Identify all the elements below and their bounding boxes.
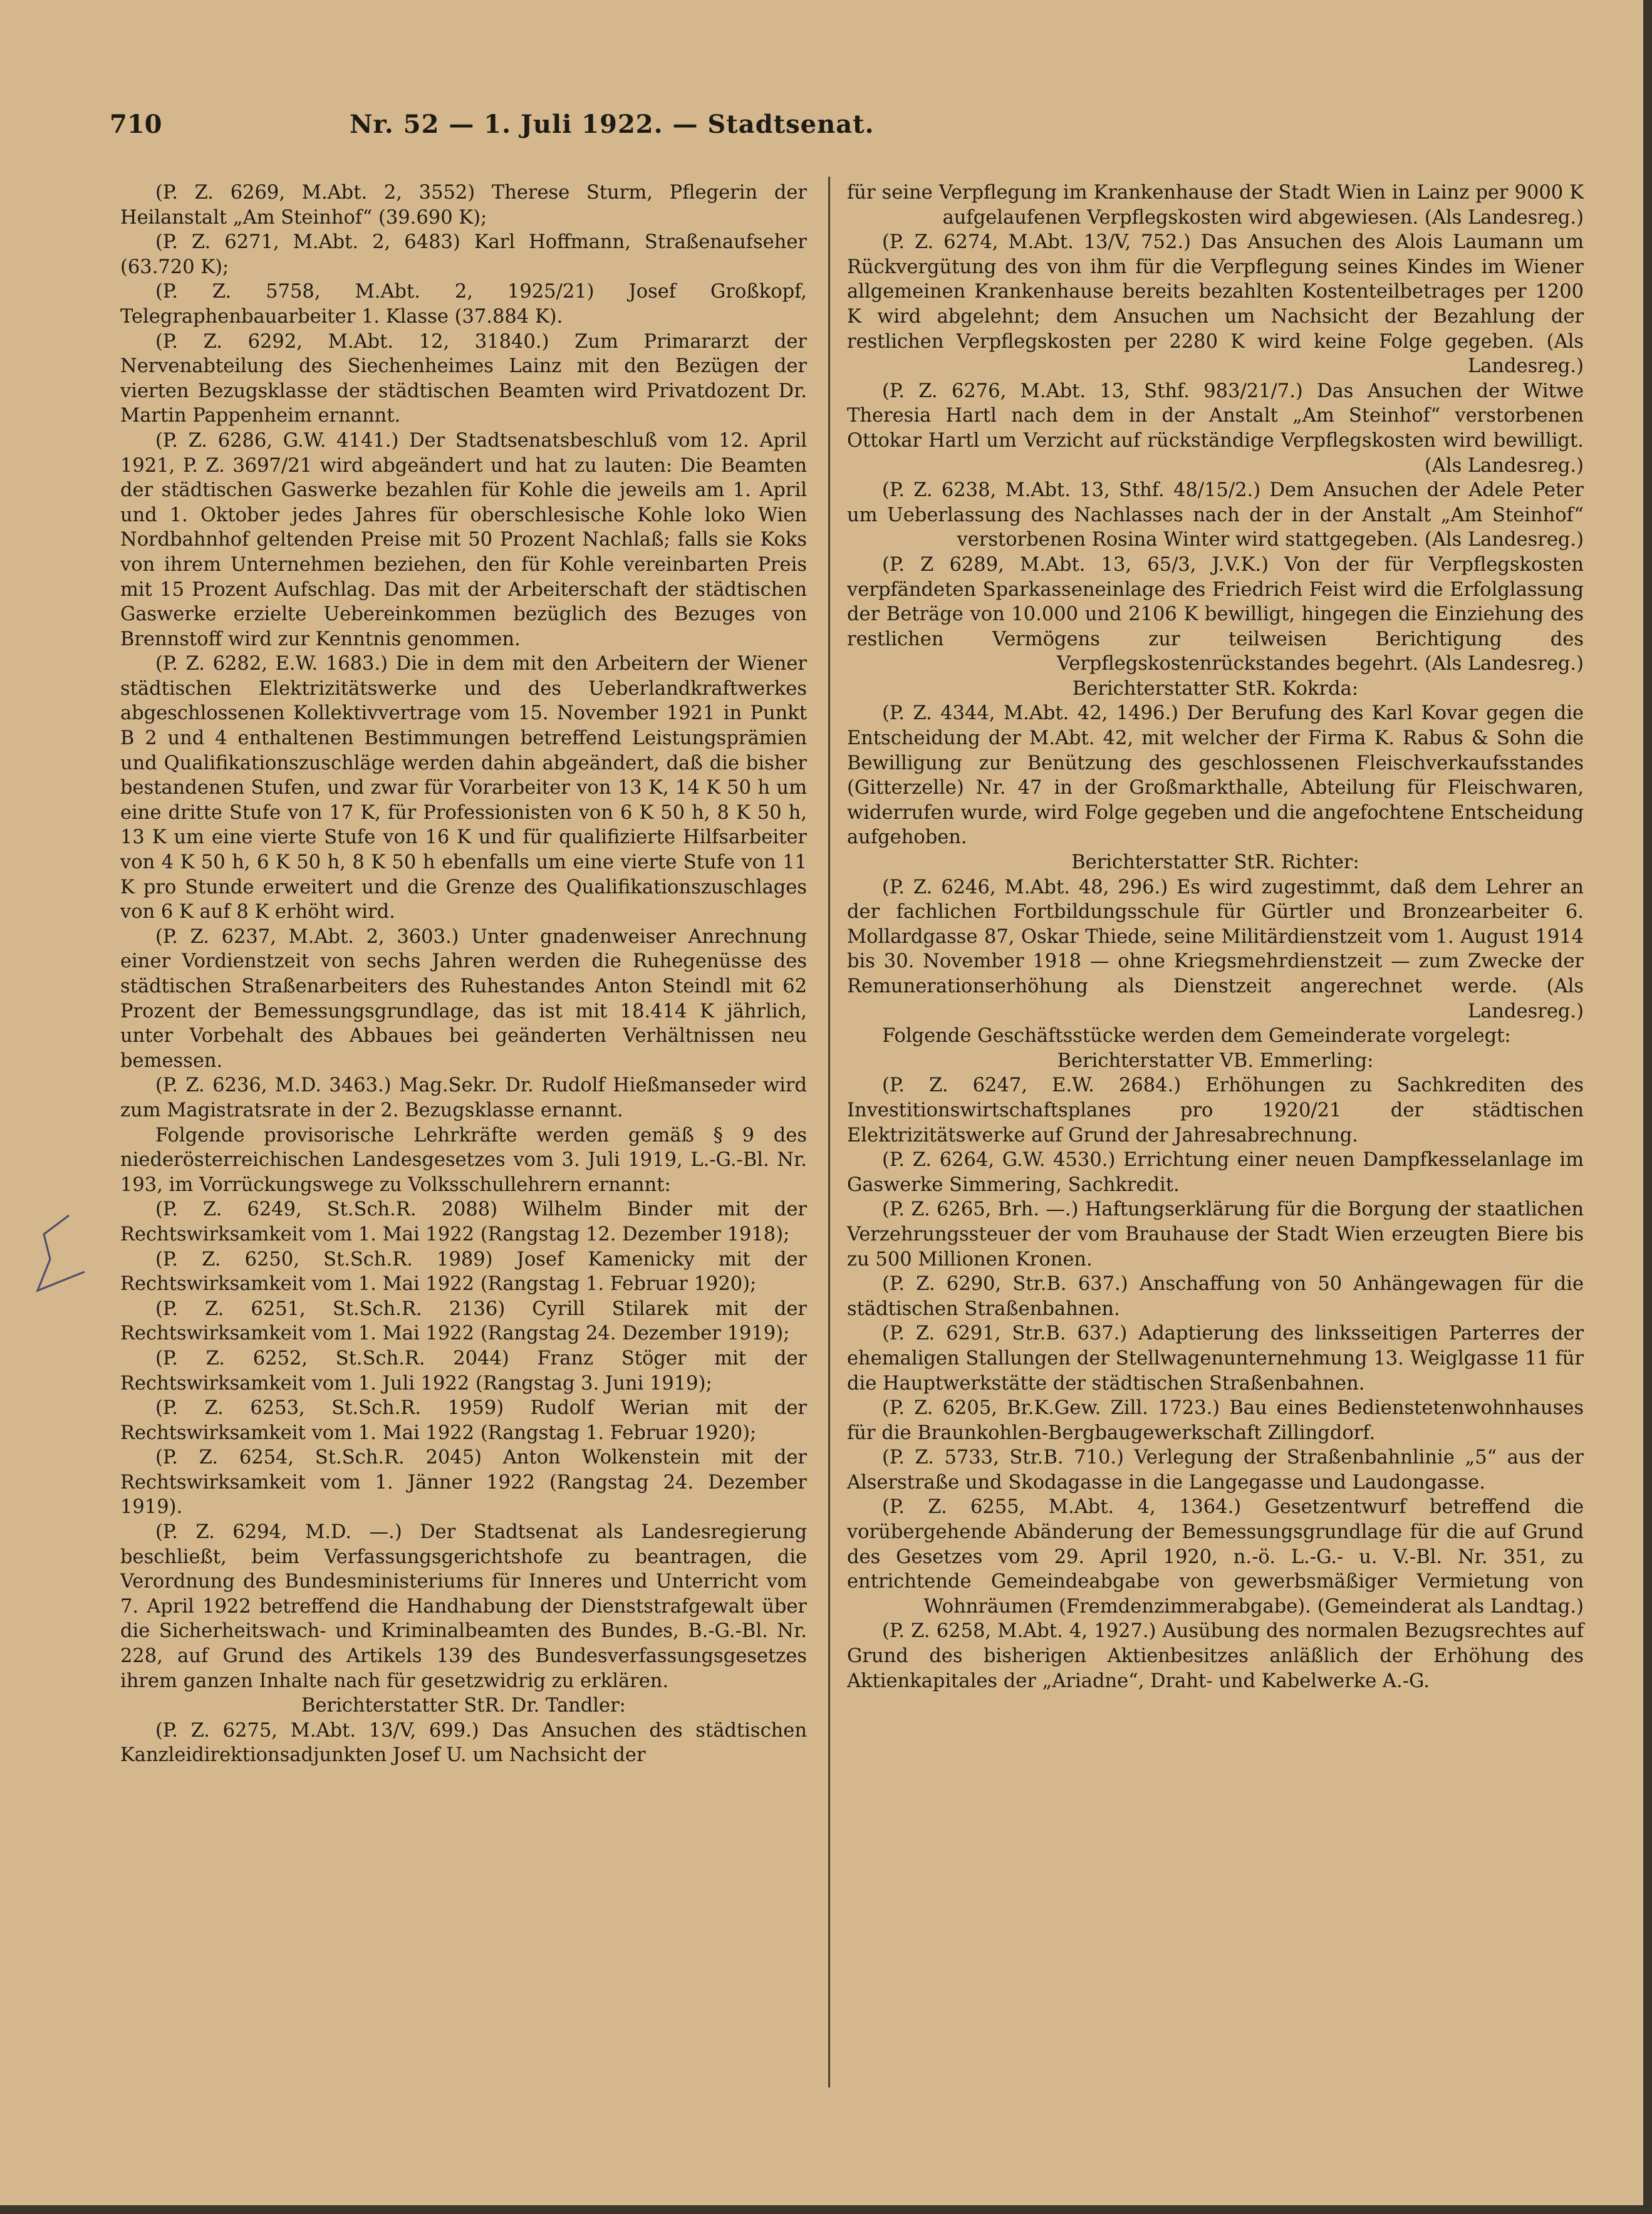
paragraph: (P. Z. 6253, St.Sch.R. 1959) Rudolf Werian mit der Rechtswirksamkeit vom 1. Mai 1922 (Rangstag 1. Februar 1920); [120,1397,807,1444]
paragraph: (P. Z. 6252, St.Sch.R. 2044) Franz Stöger mit der Rechtswirksamkeit vom 1. Juli 1922 (Rangstag 3. Juni 1919); [120,1347,807,1395]
paragraph: (P. Z. 6258, M.Abt. 4, 1927.) Ausübung des normalen Bezugsrechtes auf Grund des bisherigen Aktienbesitzes anläßlich der Erhöhung des Aktienkapitales der „Ariadne“, Draht- und Kabelwerke A.-G. [847,1620,1584,1692]
page-header [110,110,1099,147]
paragraph: (P. Z. 6236, M.D. 3463.) Mag.Sekr. Dr. Rudolf Hießmanseder wird zum Magistratsrate in der 2. Bezugsklasse ernannt. [120,1074,807,1121]
handwritten-pen-mark [31,1209,91,1303]
right-column [847,180,1584,1693]
paragraph: (P. Z. 6282, E.W. 1683.) Die in dem mit den Arbeitern der Wiener städtischen Elektrizitätswerke und des Ueberlandkraftwerkes abgeschlossenen Kollektivvertrage vom 15. November 1921 in Punkt B 2 und 4 enthaltenen Bestimmungen betreffend Leistungsprämien und Qualifikationszuschläge werden dahin abgeändert, daß die bisher bestandenen Stufen, und zwar für Vorarbeiter von 13 K, 14 K 50 h um eine dritte Stufe von 17 K, für Professionisten von 6 K 50 h, 8 K 50 h, 13 K um eine vierte Stufe von 16 K und für qualifizierte Hilfsarbeiter von 4 K 50 h, 6 K 50 h, 8 K 50 h ebenfalls um eine vierte Stufe von 11 K pro Stunde erweitert und die Grenze des Qualifikationszuschlages von 6 K auf 8 K erhöht wird. [120,653,807,923]
paragraph: (P. Z. 5758, M.Abt. 2, 1925/21) Josef Großkopf, Telegraphenbauarbeiter 1. Klasse (37.884 K). [120,281,807,328]
section-heading: Berichterstatter StR. Richter: [1071,851,1359,874]
paragraph: (P. Z. 6274, M.Abt. 13/V, 752.) Das Ansuchen des Alois Laumann um Rückvergütung des von ihm für die Verpflegung seines Kindes im Wiener allgemeinen Krankenhause bereits bezahlten Kostenteilbetrages per 1200 K wird abgelehnt; dem Ansuchen um Nachsicht der Bezahlung der restlichen Verpflegskosten per 2280 K wird keine Folge gegeben. (Als Landesreg.) [847,231,1584,378]
paragraph: (P. Z. 6247, E.W. 2684.) Erhöhungen zu Sachkrediten des Investitionswirtschaftsplanes pro 1920/21 der städtischen Elektrizitätswerke auf Grund der Jahresabrechnung. [847,1074,1584,1146]
paragraph: (P. Z. 6271, M.Abt. 2, 6483) Karl Hoffmann, Straßenaufseher (63.720 K); [120,231,807,278]
paragraph-continued: für seine Verpflegung im Krankenhause der Stadt Wien in Lainz per 9000 K aufgelaufenen Verpflegskosten wird abgewiesen. (Als Landesreg.) [847,182,1584,229]
paragraph: (P. Z. 6246, M.Abt. 48, 296.) Es wird zugestimmt, daß dem Lehrer an der fachlichen Fortbildungsschule für Gürtler und Bronzearbeiter 6. Mollardgasse 87, Oskar Thiede, seine Militärdienstzeit vom 1. August 1914 bis 30. November 1918 — ohne Kriegsmehrdienstzeit — zum Zwecke der Remunerationserhöhung als Dienstzeit angerechnet werde. (Als Landesreg.) [847,876,1584,1022]
paragraph: (P. Z. 6265, Brh. —.) Haftungserklärung für die Borgung der staatlichen Verzehrungssteuer der vom Brauhause der Stadt Wien erzeugten Biere bis zu 500 Millionen Kronen. [847,1198,1584,1271]
paragraph: (P. Z. 6269, M.Abt. 2, 3552) Therese Sturm, Pflegerin der Heilanstalt „Am Steinhof“ (39.690 K); [120,182,807,229]
section-heading: Berichterstatter VB. Emmerling: [1057,1049,1374,1072]
paragraph: (P. Z. 6264, G.W. 4530.) Errichtung einer neuen Dampfkesselanlage im Gaswerke Simmering, Sachkredit. [847,1149,1584,1196]
left-column [120,180,807,1768]
paragraph: Folgende provisorische Lehrkräfte werden gemäß § 9 des niederösterreichischen Landesgesetzes vom 3. Juli 1919, L.-G.-Bl. Nr. 193, im Vorrückungswege zu Volksschullehrern ernannt: [120,1124,807,1196]
issue-title: Nr. 52 — 1. Juli 1922. — Stadtsenat. [349,110,875,139]
section-heading: Berichterstatter StR. Dr. Tandler: [301,1695,626,1717]
paragraph: (P. Z. 4344, M.Abt. 42, 1496.) Der Berufung des Karl Kovar gegen die Entscheidung der M.Abt. 42, mit welcher der Firma K. Rabus & Sohn die Bewilligung zur Benützung des geschlossenen Fleischverkaufsstandes (Gitterzelle) Nr. 47 in der Großmarkthalle, Abteilung für Fleischwaren, widerrufen wurde, wird Folge gegeben und die angefochtene Entscheidung aufgehoben. [847,702,1584,849]
paragraph: (P. Z. 6291, Str.B. 637.) Adaptierung des linksseitigen Parterres der ehemaligen Stallungen der Stellwagenunternehmung 13. Weiglgasse 11 für die Hauptwerkstätte der städtischen Straßenbahnen. [847,1323,1584,1395]
paragraph: (P. Z. 6238, M.Abt. 13, Sthf. 48/15/2.) Dem Ansuchen der Adele Peter um Ueberlassung des Nachlasses nach der in der Anstalt „Am Steinhof“ verstorbenen Rosina Winter wird stattgegeben. (Als Landesreg.) [847,479,1584,551]
paragraph: (P. Z. 6255, M.Abt. 4, 1364.) Gesetzentwurf betreffend die vorübergehende Abänderung der Bemessungsgrundlage für die auf Grund des Gesetzes vom 29. April 1920, n.-ö. L.-G.- u. V.-Bl. Nr. 351, zu entrichtende Gemeindeabgabe von gewerbsmäßiger Vermietung von Wohnräumen (Fremdenzimmerabgabe). (Gemeinderat als Landtag.) [847,1496,1584,1618]
section-heading: Berichterstatter StR. Kokrda: [1072,677,1359,700]
paragraph: Folgende Geschäftsstücke werden dem Gemeinderate vorgelegt: [882,1025,1511,1047]
paragraph: (P. Z 6289, M.Abt. 13, 65/3, J.V.K.) Von der für Verpflegskosten verpfändeten Sparkasseneinlage des Friedrich Feist wird die Erfolglassung der Beträge von 10.000 und 2106 K bewilligt, hingegen die Einziehung des restlichen Vermögens zur teilweisen Berichtigung des Verpflegskostenrückstandes begehrt. (Als Landesreg.) [847,553,1584,675]
paragraph: (P. Z. 6294, M.D. —.) Der Stadtsenat als Landesregierung beschließt, beim Verfassungsgerichtshofe zu beantragen, die Verordnung des Bundesministeriums für Inneres und Unterricht vom 7. April 1922 betreffend die Handhabung der Dienststrafgewalt über die Sicherheitswach- und Kriminalbeamten des Bundes, B.-G.-Bl. Nr. 228, auf Grund des Artikels 139 des Bundesverfassungsgesetzes ihrem ganzen Inhalte nach für gesetzwidrig zu erklären. [120,1521,807,1692]
column-divider [828,177,830,2087]
paragraph: (P. Z. 5733, Str.B. 710.) Verlegung der Straßenbahnlinie „5“ aus der Alserstraße und Skodagasse in die Langegasse und Laudongasse. [847,1447,1584,1494]
paragraph: (P. Z. 6292, M.Abt. 12, 31840.) Zum Primararzt der Nervenabteilung des Siechenheimes Lainz mit den Bezügen der vierten Bezugsklasse der städtischen Beamten wird Privatdozent Dr. Martin Pappenheim ernannt. [120,330,807,427]
paragraph: (P. Z. 6254, St.Sch.R. 2045) Anton Wolkenstein mit der Rechtswirksamkeit vom 1. Jänner 1922 (Rangstag 24. Dezember 1919). [120,1447,807,1519]
paragraph: (P. Z. 6237, M.Abt. 2, 3603.) Unter gnadenweiser Anrechnung einer Vordienstzeit von sechs Jahren werden die Ruhegenüsse des städtischen Straßenarbeiters des Ruhestandes Anton Steindl mit 62 Prozent der Bemessungsgrundlage, das ist mit 18.414 K jährlich, unter Vorbehalt des Abbaues bei geänderten Verhältnissen neu bemessen. [120,925,807,1072]
paragraph: (P. Z. 6290, Str.B. 637.) Anschaffung von 50 Anhängewagen für die städtischen Straßenbahnen. [847,1273,1584,1320]
paragraph: (P. Z. 6286, G.W. 4141.) Der Stadtsenatsbeschluß vom 12. April 1921, P. Z. 3697/21 wird abgeändert und hat zu lauten: Die Beamten der städtischen Gaswerke bezahlen für Kohle die jeweils am 1. April und 1. Oktober jedes Jahres für oberschlesische Kohle loko Wien Nordbahnhof geltenden Preise mit 50 Prozent Nachlaß; falls sie Koks von ihrem Unternehmen beziehen, den für Kohle vereinbarten Preis mit 15 Prozent Aufschlag. Das mit der Arbeiterschaft der städtischen Gaswerke erzielte Uebereinkommen bezüglich des Bezuges von Brennstoff wird zur Kenntnis genommen. [120,429,807,650]
paragraph: (P. Z. 6275, M.Abt. 13/V, 699.) Das Ansuchen des städtischen Kanzleidirektionsadjunkten Josef U. um Nachsicht der [120,1719,807,1767]
paragraph: (P. Z. 6249, St.Sch.R. 2088) Wilhelm Binder mit der Rechtswirksamkeit vom 1. Mai 1922 (Rangstag 12. Dezember 1918); [120,1198,807,1245]
page-number: 710 [110,110,162,139]
paragraph: (P. Z. 6205, Br.K.Gew. Zill. 1723.) Bau eines Bedienstetenwohnhauses für die Braunkohlen-Bergbaugewerkschaft Zillingdorf. [847,1397,1584,1444]
paragraph: (P. Z. 6276, M.Abt. 13, Sthf. 983/21/7.) Das Ansuchen der Witwe Theresia Hartl nach dem in der Anstalt „Am Steinhof“ verstorbenen Ottokar Hartl um Verzicht auf rückständige Verpflegskosten wird bewilligt. (Als Landesreg.) [847,380,1584,477]
paragraph: (P. Z. 6251, St.Sch.R. 2136) Cyrill Stilarek mit der Rechtswirksamkeit vom 1. Mai 1922 (Rangstag 24. Dezember 1919); [120,1297,807,1345]
paragraph: (P. Z. 6250, St.Sch.R. 1989) Josef Kamenicky mit der Rechtswirksamkeit vom 1. Mai 1922 (Rangstag 1. Februar 1920); [120,1248,807,1296]
